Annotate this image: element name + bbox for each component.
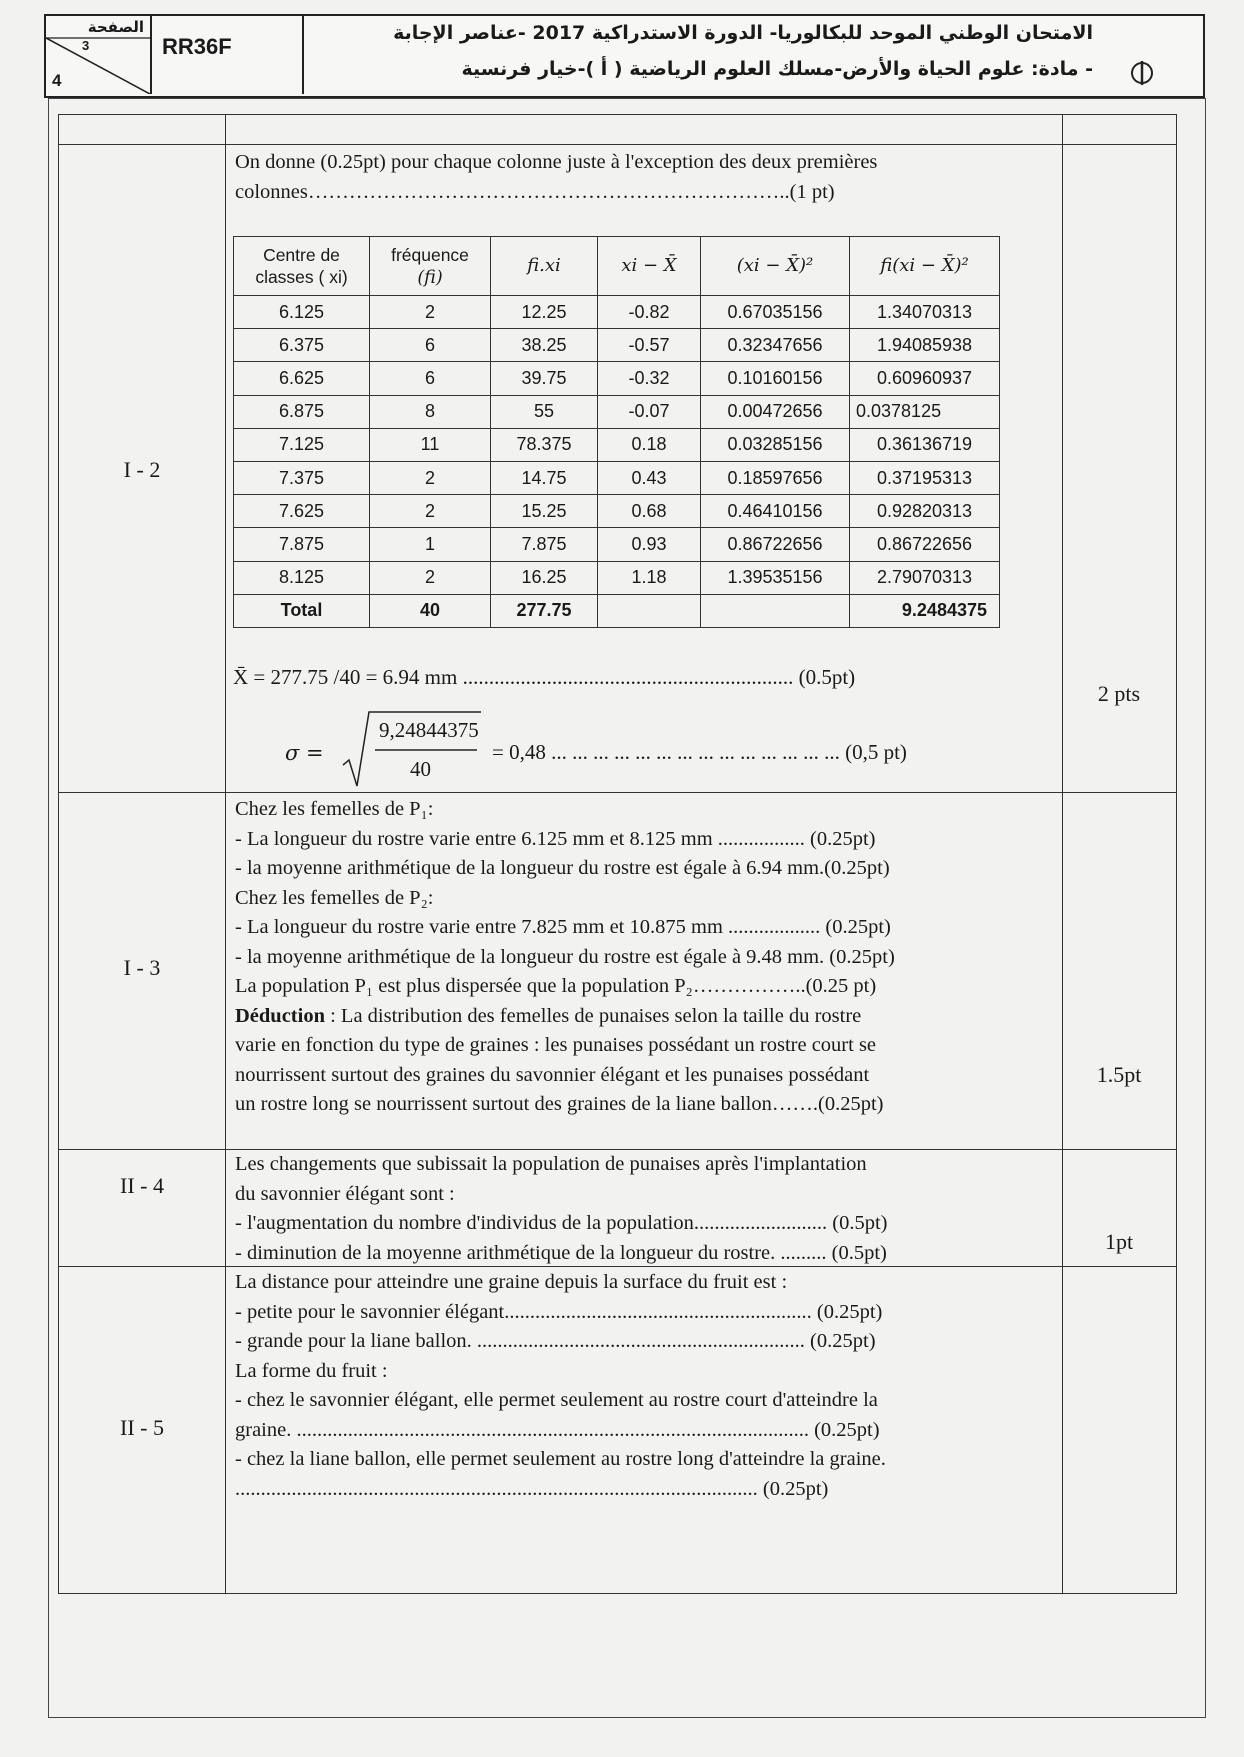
table-cell: 1.18 <box>598 561 701 594</box>
table-cell: 6.875 <box>234 395 370 428</box>
table-cell: 2.79070313 <box>850 561 1000 594</box>
table-row <box>234 395 1000 428</box>
answer-line: - chez le savonnier élégant, elle permet seulement au rostre court d'atteindre la <box>235 1389 878 1411</box>
answer-line: ...................................................................................................... (0.25pt) <box>235 1477 829 1500</box>
answer-line: - chez la liane ballon, elle permet seulement au rostre long d'atteindre la graine. <box>235 1448 886 1470</box>
answer-line: Chez les femelles de P₁: <box>235 798 434 820</box>
answer-line: - La longueur du rostre varie entre 7.825 mm et 10.875 mm .................. (0.25pt) <box>235 916 891 938</box>
answer-line: - la moyenne arithmétique de la longueur du rostre est égale à 9.48 mm. (0.25pt) <box>235 945 895 968</box>
table-cell: 2 <box>370 495 491 528</box>
header-class-center: Centre de classes ( xi) <box>234 237 370 296</box>
answer-line: - l'augmentation du nombre d'individus de la population.......................... (0.5pt) <box>235 1212 888 1234</box>
intro-line: On donne (0.25pt) pour chaque colonne juste à l'exception des deux premières <box>235 151 878 173</box>
table-cell: 0.00472656 <box>701 395 850 428</box>
page-current: 3 <box>82 38 90 53</box>
page-number-box <box>46 16 152 94</box>
answer-line: La distance pour atteindre une graine depuis la surface du fruit est : <box>235 1271 788 1293</box>
table-total-row <box>234 594 1000 627</box>
page-total: 4 <box>52 71 62 90</box>
total-cell: 40 <box>370 594 491 627</box>
table-cell: 7.875 <box>491 528 598 561</box>
table-cell: 2 <box>370 561 491 594</box>
table-cell: 1.94085938 <box>850 329 1000 362</box>
table-cell: 6.125 <box>234 296 370 329</box>
table-cell: 0.43 <box>598 461 701 494</box>
table-cell: 2 <box>370 296 491 329</box>
table-cell: 78.375 <box>491 428 598 461</box>
total-cell <box>701 594 850 627</box>
answer-line: du savonnier élégant sont : <box>235 1182 455 1205</box>
deduction-text: : La distribution des femelles de punaises selon la taille du rostre <box>324 1004 862 1027</box>
table-cell: 7.625 <box>234 495 370 528</box>
page-label: الصفحة <box>87 18 144 36</box>
total-cell: Total <box>234 594 370 627</box>
table-cell: 6.625 <box>234 362 370 395</box>
table-cell: 0.60960937 <box>850 362 1000 395</box>
table-cell: -0.57 <box>598 329 701 362</box>
answer-line: varie en fonction du type de graines : les punaises possédant un rostre court se <box>235 1034 877 1056</box>
table-cell: 0.93 <box>598 528 701 561</box>
table-cell: 0.68 <box>598 495 701 528</box>
answer-line: - la moyenne arithmétique de la longueur du rostre est égale à 6.94 mm.(0.25pt) <box>235 857 890 879</box>
table-row <box>234 362 1000 395</box>
table-cell: 6 <box>370 362 491 395</box>
sigma-result: = 0,48 ... ... ... ... ... ... ... ... ... ... ... ... ... ... (0,5 pt) <box>492 740 907 764</box>
header-weighted-squared-deviation: fi(xi − X̄)² <box>850 237 1000 296</box>
header-deviation: xi − X̄ <box>598 237 701 296</box>
table-cell: 6.375 <box>234 329 370 362</box>
section-text-II-4 <box>235 1150 887 1268</box>
exam-titles <box>302 16 1203 94</box>
question-number: I - 2 <box>123 457 161 482</box>
table-cell: 16.25 <box>491 561 598 594</box>
answer-line: graine. .................................................................................................... (0.25pt) <box>235 1418 880 1441</box>
table-cell: -0.07 <box>598 395 701 428</box>
table-cell: 0.0378125 <box>850 395 1000 428</box>
intro-line: colonnes……………………………………………………………..(1 pt) <box>235 180 835 203</box>
table-row <box>234 495 1000 528</box>
table-cell: 0.10160156 <box>701 362 850 395</box>
table-row <box>234 561 1000 594</box>
section-text-II-5 <box>235 1268 886 1504</box>
mean-formula: X̄ = 277.75 /40 = 6.94 mm ............................................................... (0.5pt) <box>233 665 856 689</box>
answer-line: - petite pour le savonnier élégant............................................................ (0.25pt) <box>235 1300 883 1323</box>
question-number: II - 5 <box>120 1415 164 1440</box>
answer-line: Chez les femelles de P₂: <box>235 886 434 909</box>
total-cell <box>598 594 701 627</box>
table-cell: 0.86722656 <box>850 528 1000 561</box>
question-points: 2 pts <box>1097 681 1141 706</box>
frequency-table <box>233 236 1000 628</box>
table-cell: 0.18 <box>598 428 701 461</box>
answer-line: - diminution de la moyenne arithmétique de la longueur du rostre. ......... (0.5pt) <box>235 1241 887 1264</box>
table-cell: 8.125 <box>234 561 370 594</box>
table-header-row <box>234 237 1000 296</box>
table-cell: 0.46410156 <box>701 495 850 528</box>
exam-header <box>44 14 1205 98</box>
answer-line: nourrissent surtout des graines du savonnier élégant et les punaises possédant <box>235 1063 870 1086</box>
table-cell: 14.75 <box>491 461 598 494</box>
table-row <box>234 461 1000 494</box>
exam-code: RR36F <box>162 34 232 59</box>
table-cell: 12.25 <box>491 296 598 329</box>
table-cell: 1 <box>370 528 491 561</box>
table-row <box>234 428 1000 461</box>
answer-line: - grande pour la liane ballon. ................................................................ (0.25pt) <box>235 1330 876 1352</box>
table-row <box>234 329 1000 362</box>
grid-header-row-line <box>59 144 1176 145</box>
table-cell: 7.375 <box>234 461 370 494</box>
grid-col-divider-1 <box>225 115 226 1593</box>
header-frequency: fréquence (fi) <box>370 237 491 296</box>
answer-line: - La longueur du rostre varie entre 6.125 mm et 8.125 mm ................. (0.25pt) <box>235 827 876 850</box>
table-cell: 0.03285156 <box>701 428 850 461</box>
header-fi-xi: fi.xi <box>491 237 598 296</box>
table-cell: 15.25 <box>491 495 598 528</box>
table-cell: 0.37195313 <box>850 461 1000 494</box>
table-cell: 7.125 <box>234 428 370 461</box>
sigma-numerator: 9,24844375 <box>379 718 479 742</box>
title-line-1: الامتحان الوطني الموحد للبكالوريا- الدورة الاستدراكية 2017 -عناصر الإجابة <box>393 22 1093 44</box>
table-row <box>234 528 1000 561</box>
table-row <box>234 296 1000 329</box>
question-points: 1pt <box>1104 1229 1134 1254</box>
deduction-line <box>235 1002 895 1032</box>
answer-line: La forme du fruit : <box>235 1359 388 1382</box>
table-cell: 0.36136719 <box>850 428 1000 461</box>
institution-logo-icon <box>1129 60 1155 86</box>
table-cell: 0.18597656 <box>701 461 850 494</box>
table-cell: 55 <box>491 395 598 428</box>
total-cell: 9.2484375 <box>850 594 1000 627</box>
table-cell: 0.32347656 <box>701 329 850 362</box>
table-cell: -0.82 <box>598 296 701 329</box>
total-cell: 277.75 <box>491 594 598 627</box>
section-text-I-3 <box>235 795 895 1120</box>
answer-line: Les changements que subissait la population de punaises après l'implantation <box>235 1153 867 1175</box>
exam-code-box <box>150 16 304 94</box>
deduction-label: Déduction <box>235 1004 325 1027</box>
table-cell: 6 <box>370 329 491 362</box>
sigma-lhs: σ = <box>285 741 324 765</box>
section-intro <box>235 148 877 207</box>
table-cell: 11 <box>370 428 491 461</box>
table-cell: 39.75 <box>491 362 598 395</box>
answer-line: un rostre long se nourrissent surtout des graines de la liane ballon…….(0.25pt) <box>235 1093 884 1115</box>
grid-row-line-1 <box>59 792 1176 793</box>
table-cell: 0.86722656 <box>701 528 850 561</box>
table-cell: 2 <box>370 461 491 494</box>
sigma-denominator: 40 <box>410 757 431 781</box>
header-squared-deviation: (xi − X̄)² <box>701 237 850 296</box>
title-line-2: - مادة: علوم الحياة والأرض-مسلك العلوم الرياضية ( أ )-خيار فرنسية <box>461 58 1093 80</box>
table-cell: 7.875 <box>234 528 370 561</box>
table-cell: 8 <box>370 395 491 428</box>
table-cell: 0.67035156 <box>701 296 850 329</box>
question-points: 1.5pt <box>1096 1062 1142 1087</box>
question-number: I - 3 <box>123 955 161 980</box>
question-number: II - 4 <box>120 1173 164 1198</box>
answer-line: La population P₁ est plus dispersée que la population P₂……………..(0.25 pt) <box>235 975 877 997</box>
table-cell: -0.32 <box>598 362 701 395</box>
table-cell: 0.92820313 <box>850 495 1000 528</box>
table-cell: 1.39535156 <box>701 561 850 594</box>
table-cell: 1.34070313 <box>850 296 1000 329</box>
grid-col-divider-2 <box>1062 115 1063 1593</box>
table-cell: 38.25 <box>491 329 598 362</box>
